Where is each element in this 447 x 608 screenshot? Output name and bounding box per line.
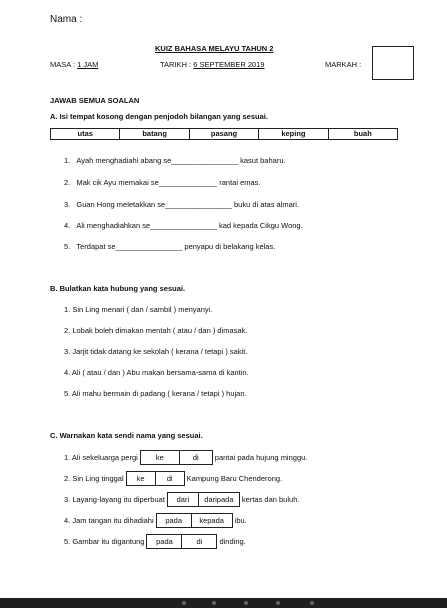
question-text: pantai pada hujung minggu. — [214, 453, 308, 462]
question-b2[interactable]: 2. Lobak boleh dimakan mentah ( atau / dan ) dimasak. — [64, 326, 248, 335]
question-text: rantai emas. — [217, 178, 261, 187]
question-text: 4. Jam tangan itu dihadiahi — [64, 516, 154, 525]
tarikh-value: 6 SEPTEMBER 2019 — [193, 60, 265, 69]
question-b5[interactable]: 5. Ali mahu bermain di padang ( kerana / tetapi ) hujan. — [64, 389, 247, 398]
question-text: ibu. — [234, 516, 247, 525]
section-b-title: B. Bulatkan kata hubung yang sesuai. — [50, 284, 186, 293]
markah-label: MARKAH : — [325, 60, 362, 69]
question-text: Guan Hong meletakkan se — [76, 200, 166, 209]
question-number: 4. — [64, 221, 71, 230]
question-b3[interactable]: 3. Jarjit tidak datang ke sekolah ( kerana / tetapi ) sakit. — [64, 347, 248, 356]
choice-box — [167, 492, 240, 507]
choice-option[interactable]: di — [192, 453, 199, 462]
choice-box — [156, 513, 233, 528]
masa-row — [50, 60, 98, 69]
word-bank-item: buah — [353, 129, 372, 138]
question-text: dinding. — [219, 537, 246, 546]
question-text: Terdapat se — [76, 242, 116, 251]
question-number: 1. — [64, 156, 71, 165]
markah-box — [372, 46, 414, 80]
question-b1[interactable]: 1. Sin Ling menari ( dan / sambil ) menyanyi. — [64, 305, 213, 314]
choice-option[interactable]: pada — [157, 514, 192, 527]
question-a3 — [64, 200, 299, 209]
tarikh-label: TARIKH : — [160, 60, 192, 69]
answer-blank[interactable]: ________________ — [171, 156, 239, 165]
question-text: 3. Layang-layang itu diperbuat — [64, 495, 165, 504]
choice-box — [126, 471, 185, 486]
answer-blank[interactable]: ________________ — [150, 221, 217, 230]
choice-option[interactable]: di — [166, 474, 173, 483]
question-text: kertas dan buluh. — [241, 495, 300, 504]
answer-blank[interactable]: ______________ — [158, 178, 218, 187]
taskbar-icon[interactable] — [276, 601, 280, 605]
word-bank-item: pasang — [190, 129, 259, 139]
choice-option[interactable]: di — [196, 537, 203, 546]
question-text: Ayah menghadiahi abang se — [76, 156, 172, 165]
choice-option[interactable]: dari — [168, 493, 199, 506]
question-text: kasut baharu. — [238, 156, 286, 165]
question-text: Ali menghadiahkan se — [76, 221, 151, 230]
nama-label: Nama : — [50, 14, 83, 25]
question-text: kad kepada Cikgu Wong. — [216, 221, 303, 230]
taskbar-icon[interactable] — [310, 601, 314, 605]
question-text: 1. Ali sekeluarga pergi — [64, 453, 138, 462]
question-text: Mak cik Ayu memakai se — [76, 178, 159, 187]
choice-box — [140, 450, 213, 465]
masa-value: 1 JAM — [77, 60, 99, 69]
question-c2 — [64, 471, 282, 486]
question-number: 2. — [64, 178, 71, 187]
section-a-title: A. Isi tempat kosong dengan penjodoh bilangan yang sesuai. — [50, 112, 268, 121]
choice-option[interactable]: ke — [127, 472, 156, 485]
answer-blank[interactable]: ________________ — [115, 242, 183, 251]
masa-label: MASA : — [50, 60, 76, 69]
word-bank-item: utas — [51, 129, 120, 139]
question-number: 5. — [64, 242, 71, 251]
word-bank-item: batang — [120, 129, 189, 139]
question-a5 — [64, 242, 275, 251]
quiz-title: KUIZ BAHASA MELAYU TAHUN 2 — [155, 44, 274, 53]
question-a1 — [64, 156, 286, 165]
question-c5 — [64, 534, 246, 549]
answer-blank[interactable]: ________________ — [165, 200, 232, 209]
choice-box — [146, 534, 217, 549]
question-a4 — [64, 221, 303, 230]
question-text: 2. Sin Ling tinggal — [64, 474, 124, 483]
taskbar-strip — [0, 598, 447, 608]
taskbar-icon[interactable] — [182, 601, 186, 605]
question-c4 — [64, 513, 247, 528]
word-bank-item: keping — [259, 129, 328, 139]
question-text: penyapu di belakang kelas. — [182, 242, 276, 251]
taskbar-icon[interactable] — [212, 601, 216, 605]
choice-option[interactable]: ke — [141, 451, 180, 464]
instruction: JAWAB SEMUA SOALAN — [50, 96, 140, 105]
choice-option[interactable]: daripada — [204, 495, 234, 504]
question-text: buku di atas almari. — [231, 200, 300, 209]
taskbar-icon[interactable] — [244, 601, 248, 605]
tarikh-row — [160, 60, 265, 69]
question-c3 — [64, 492, 299, 507]
choice-option[interactable]: kepada — [199, 516, 224, 525]
question-text: 5. Gambar itu digantung — [64, 537, 145, 546]
question-number: 3. — [64, 200, 71, 209]
choice-option[interactable]: pada — [147, 535, 182, 548]
question-a2 — [64, 178, 261, 187]
question-text: Kampung Baru Chenderong. — [186, 474, 283, 483]
question-c1 — [64, 450, 307, 465]
section-c-title: C. Warnakan kata sendi nama yang sesuai. — [50, 431, 203, 440]
question-b4[interactable]: 4. Ali ( atau / dan ) Abu makan bersama-sama di kantin. — [64, 368, 249, 377]
word-bank — [50, 128, 398, 140]
